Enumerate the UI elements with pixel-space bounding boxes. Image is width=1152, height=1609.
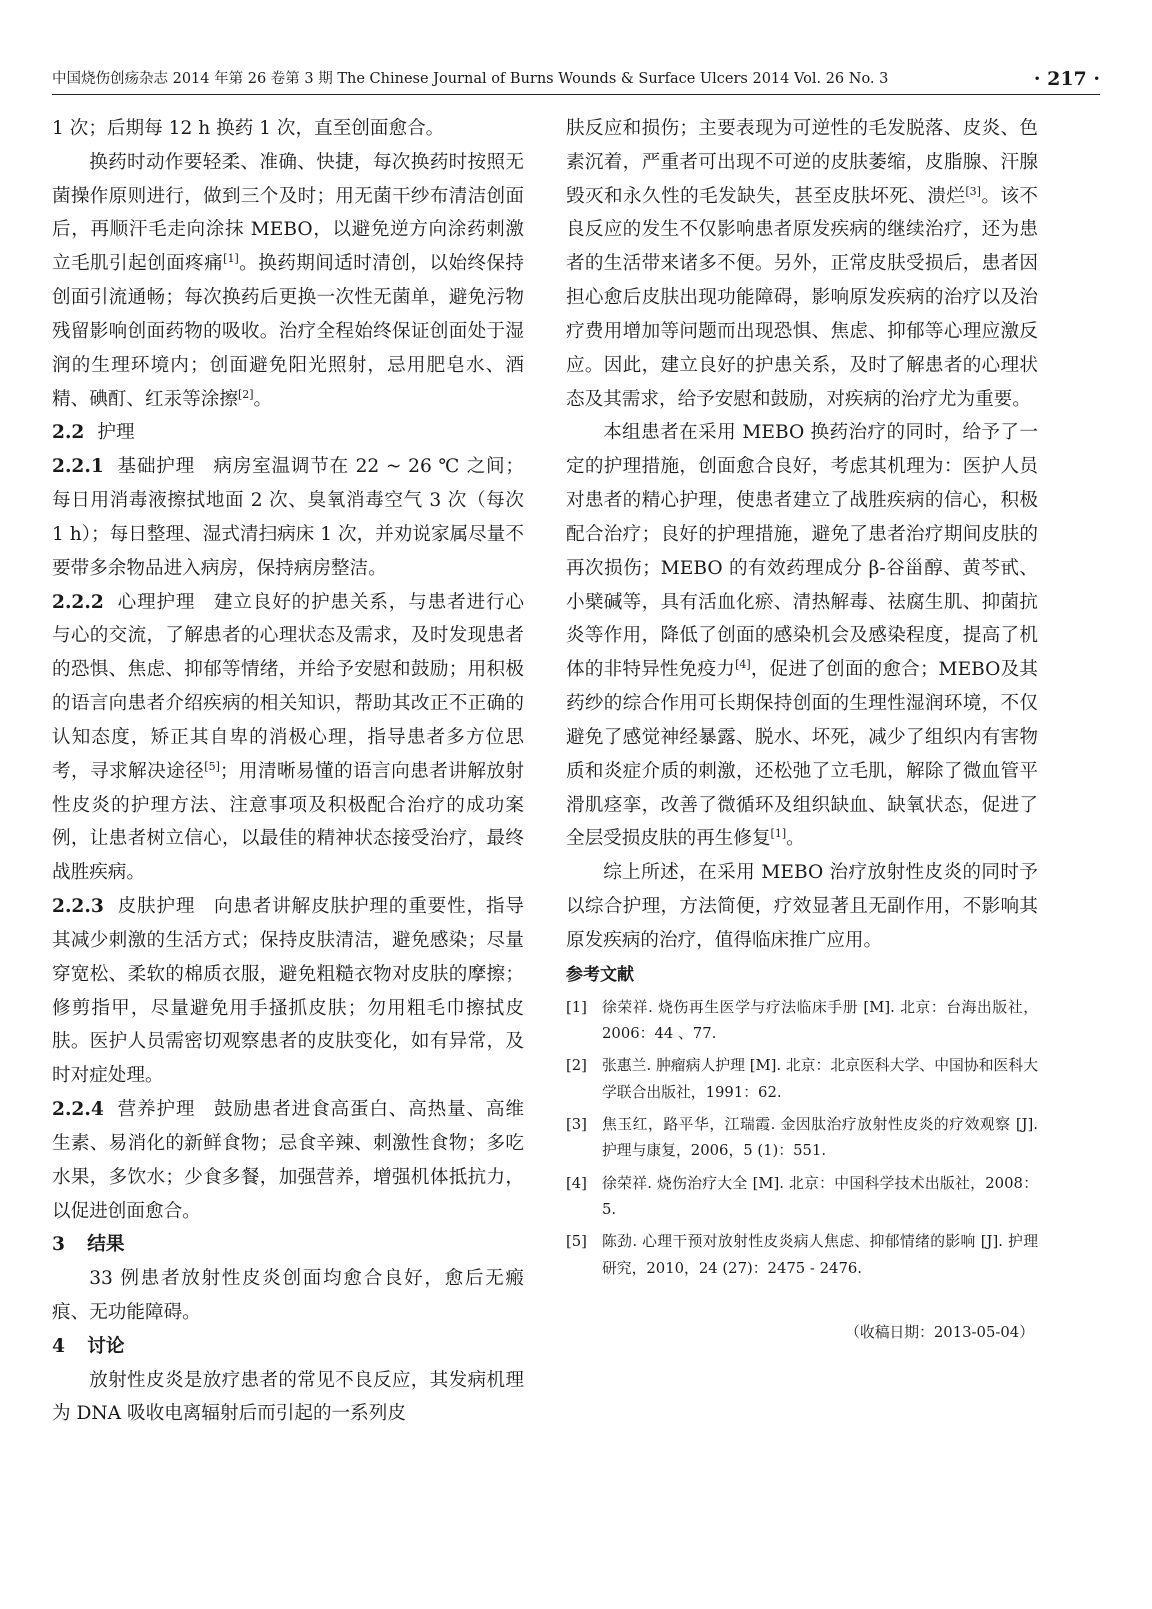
- citation: [1]: [770, 827, 787, 841]
- section-heading-3: 3 结果: [52, 1234, 125, 1256]
- reference-item: [1] 徐荣祥. 烧伤再生医学与疗法临床手册 [M]. 北京：台海出版社，2006：44 、77.: [566, 998, 1038, 1042]
- subsection-title: 营养护理: [116, 1099, 196, 1121]
- citation: [4]: [735, 658, 751, 672]
- left-column: [52, 112, 524, 1431]
- received-date: （收稿日期：2013-05-04）: [845, 1323, 1034, 1341]
- reference-list: [566, 995, 1038, 1282]
- journal-info: 中国烧伤创疡杂志 2014 年第 26 卷第 3 期 The Chinese Journal of Burns Wounds & Surface Ulcers 2014 Vol. 26 No. 3: [52, 71, 889, 87]
- paragraph: 换药时动作要轻柔、准确、快捷，每次换药时按照无菌操作原则进行，做到三个及时；用无菌干纱布清洁创面后，再顺汗毛走向涂抹 MEBO，以避免逆方向涂药刺激立毛肌引起创面疼痛[1]。换药期间适时清创，以始终保持创面引流通畅；每次换药后更换一次性无菌单，避免污物残留影响创面药物的吸收。治疗全程始终保证创面处于湿润的生理环境内；创面避免阳光照射，忌用肥皂水、酒精、碘酊、红汞等涂擦[2]。: [52, 151, 524, 410]
- subsection-2-2-1: 2.2.1 基础护理 病房室温调节在 22 ~ 26 ℃ 之间；每日用消毒液擦拭地面 2 次、臭氧消毒空气 3 次（每次 1 h）；每日整理、湿式清扫病床 1 次，并劝说家属尽量不要带多余物品进入病房，保持病房整洁。: [52, 456, 524, 579]
- paragraph: 综上所述，在采用 MEBO 治疗放射性皮炎的同时予以综合护理，方法简便，疗效显著且无副作用，不影响其原发疾病的治疗，值得临床推广应用。: [566, 862, 1038, 951]
- references-heading: 参考文献: [566, 964, 634, 985]
- subsection-2-2-2: 2.2.2 心理护理 建立良好的护患关系，与患者进行心与心的交流，了解患者的心理状态及需求，及时发现患者的恐惧、焦虑、抑郁等情绪，并给予安慰和鼓励；用积极的语言向患者介绍疾病的相关知识，帮助其改正不正确的认知态度，矫正其自卑的消极心理，指导患者多方位思考，寻求解决途径[5]；用清晰易懂的语言向患者讲解放射性皮炎的护理方法、注意事项及积极配合治疗的成功案例，让患者树立信心，以最佳的精神状态接受治疗，最终战胜疾病。: [52, 591, 524, 884]
- reference-item: [2] 张惠兰. 肿瘤病人护理 [M]. 北京：北京医科大学、中国协和医科大学联合出版社，1991：62.: [566, 1057, 1038, 1101]
- subsection-title: 心理护理: [116, 591, 196, 613]
- paragraph: 33 例患者放射性皮炎创面均愈合良好，愈后无瘢痕、无功能障碍。: [52, 1268, 524, 1323]
- paragraph: 1 次；后期每 12 h 换药 1 次，直至创面愈合。: [52, 118, 445, 139]
- paragraph: 本组患者在采用 MEBO 换药治疗的同时，给予了一定的护理措施，创面愈合良好，考虑其机理为：医护人员对患者的精心护理，使患者建立了战胜疾病的信心，积极配合治疗；良好的护理措施，避免了患者治疗期间皮肤的再次损伤；MEBO 的有效药理成分 β-谷甾醇、黄芩甙、小檗碱等，具有活血化瘀、清热解毒、祛腐生肌、抑菌抗炎等作用，降低了创面的感染机会及感染程度，提高了机体的非特异性免疫力[4]，促进了创面的愈合；MEBO及其药纱的综合作用可长期保持创面的生理性湿润环境，不仅避免了感觉神经暴露、脱水、坏死，减少了组织内有害物质和炎症介质的刺激，还松弛了立毛肌，解除了微血管平滑肌痉挛，改善了微循环及组织缺血、缺氧状态，促进了全层受损皮肤的再生修复[1]。: [566, 422, 1038, 850]
- paragraph: 放射性皮炎是放疗患者的常见不良反应，其发病机理为 DNA 吸收电离辐射后而引起的一系列皮: [52, 1369, 524, 1425]
- subsection-2-2-3: 2.2.3 皮肤护理 向患者讲解皮肤护理的重要性，指导其减少刺激的生活方式；保持皮肤清洁，避免感染；尽量穿宽松、柔软的棉质衣服，避免粗糙衣物对皮肤的摩擦；修剪指甲，尽量避免用手搔抓皮肤；勿用粗毛巾擦拭皮肤。医护人员需密切观察患者的皮肤变化，如有异常，及时对症处理。: [52, 896, 524, 1087]
- subsection-2-2-4: 2.2.4 营养护理 鼓励患者进食高蛋白、高热量、高维生素、易消化的新鲜食物；忌食辛辣、刺激性食物；多吃水果，多饮水；少食多餐，加强营养，增强机体抵抗力，以促进创面愈合。: [52, 1099, 524, 1222]
- section-heading-4: 4 讨论: [52, 1335, 125, 1357]
- section-heading-2-2: 2.2 护理: [52, 422, 135, 444]
- subsection-title: 基础护理: [116, 456, 195, 478]
- citation: [1]: [223, 252, 239, 266]
- running-header: [52, 64, 1100, 95]
- subsection-title: 皮肤护理: [116, 896, 196, 918]
- reference-item: [4] 徐荣祥. 烧伤治疗大全 [M]. 北京：中国科学技术出版社，2008：5.: [566, 1174, 1038, 1218]
- citation: [2]: [237, 387, 254, 401]
- right-column: [566, 112, 1038, 1347]
- citation: [3]: [965, 184, 981, 198]
- paragraph: 肤反应和损伤；主要表现为可逆性的毛发脱落、皮炎、色素沉着，严重者可出现不可逆的皮肤萎缩，皮脂腺、汗腺毁灭和永久性的毛发缺失，甚至皮肤坏死、溃烂[3]。该不良反应的发生不仅影响患者原发疾病的继续治疗，还为患者的生活带来诸多不便。另外，正常皮肤受损后，患者因担心愈后皮肤出现功能障碍，影响原发疾病的治疗以及治疗费用增加等问题而出现恐惧、焦虑、抑郁等心理应激反应。因此，建立良好的护患关系，及时了解患者的心理状态及其需求，给予安慰和鼓励，对疾病的治疗尤为重要。: [566, 118, 1038, 410]
- citation: [5]: [204, 759, 220, 773]
- reference-item: [5] 陈劲. 心理干预对放射性皮炎病人焦虑、抑郁情绪的影响 [J]. 护理研究，2010，24 (27)：2475 - 2476.: [566, 1233, 1038, 1277]
- reference-item: [3] 焦玉红，路平华，江瑞霞. 金因肽治疗放射性皮炎的疗效观察 [J]. 护理与康复，2006，5 (1)：551.: [566, 1115, 1038, 1160]
- page-number: · 217 ·: [1033, 68, 1100, 90]
